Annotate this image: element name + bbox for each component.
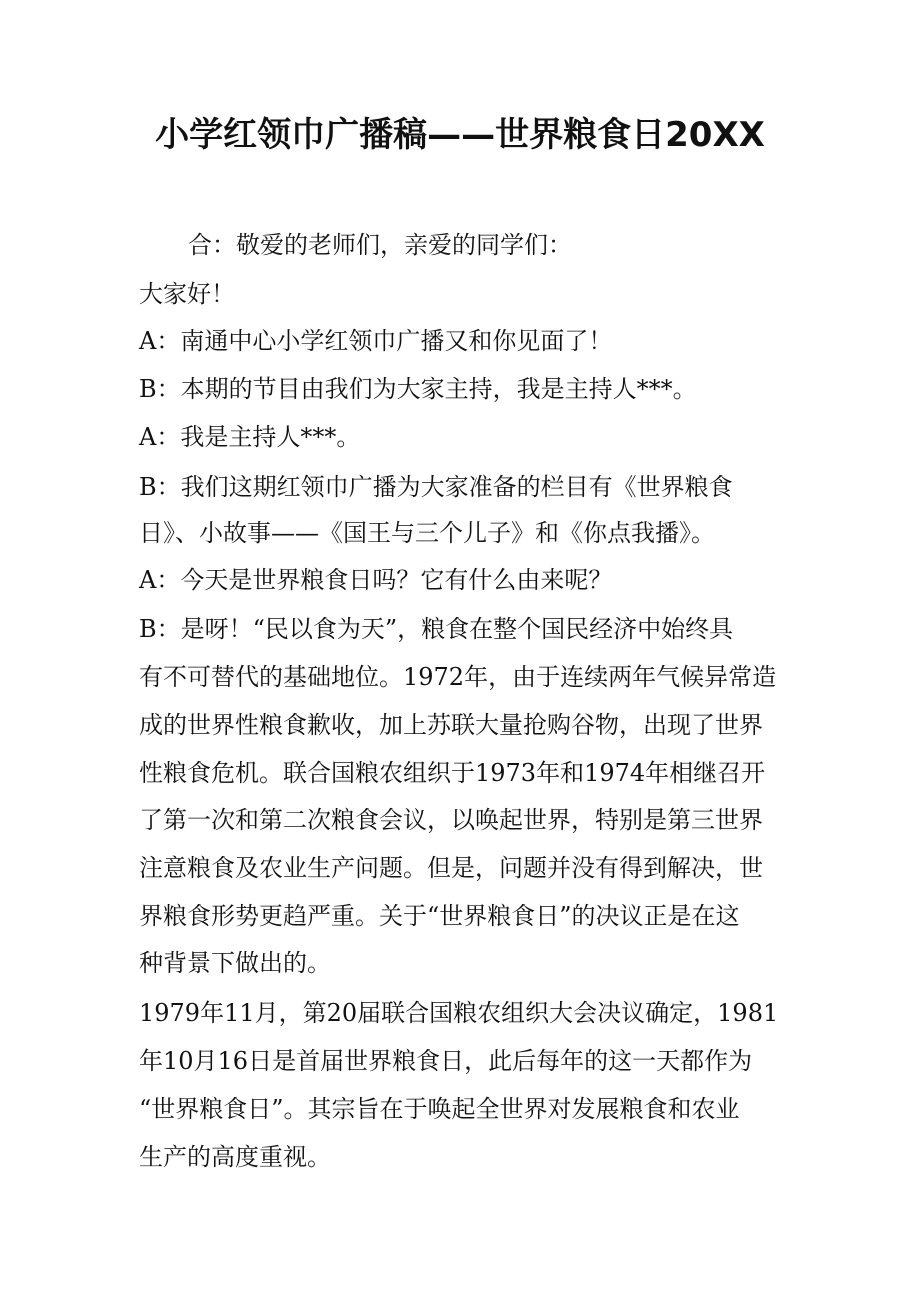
text-line: 日》、小故事——《国王与三个儿子》和《你点我播》。	[139, 519, 715, 547]
text-line: A：南通中心小学红领巾广播又和你见面了！	[139, 327, 613, 355]
text-line: “世界粮食日”。其宗旨在于唤起全世界对发展粮食和农业	[139, 1095, 740, 1123]
text-line: B：我们这期红领巾广播为大家准备的栏目有《世界粮食	[139, 473, 733, 501]
text-line: A：今天是世界粮食日吗？它有什么由来呢？	[139, 566, 613, 594]
text-line: 界粮食形势更趋严重。关于“世界粮食日”的决议正是在这	[139, 902, 740, 930]
text-line: 成的世界性粮食歉收，加上苏联大量抢购谷物，出现了世界	[139, 711, 763, 739]
text-line: 生产的高度重视。	[139, 1143, 331, 1171]
text-line: 1979年11月，第20届联合国粮农组织大会决议确定，1981	[139, 999, 779, 1027]
text-line: B：是呀！“民以食为天”，粮食在整个国民经济中始终具	[139, 615, 734, 643]
text-line: 大家好！	[139, 280, 235, 308]
text-line: B：本期的节目由我们为大家主持，我是主持人***。	[139, 375, 697, 403]
text-line: 年10月16日是首届世界粮食日，此后每年的这一天都作为	[139, 1047, 753, 1075]
text-line: 有不可替代的基础地位。1972年，由于连续两年气候异常造	[139, 663, 777, 691]
text-line: 种背景下做出的。	[139, 949, 331, 977]
text-line: 合：敬爱的老师们，亲爱的同学们：	[188, 231, 572, 259]
text-line: 注意粮食及农业生产问题。但是，问题并没有得到解决，世	[139, 854, 763, 882]
text-line: 性粮食危机。联合国粮农组织于1973年和1974年相继召开	[139, 759, 766, 787]
text-line: A：我是主持人***。	[139, 423, 361, 451]
text-line: 了第一次和第二次粮食会议，以唤起世界，特别是第三世界	[139, 806, 763, 834]
document-title: 小学红领巾广播稿——世界粮食日20XX	[155, 115, 765, 155]
